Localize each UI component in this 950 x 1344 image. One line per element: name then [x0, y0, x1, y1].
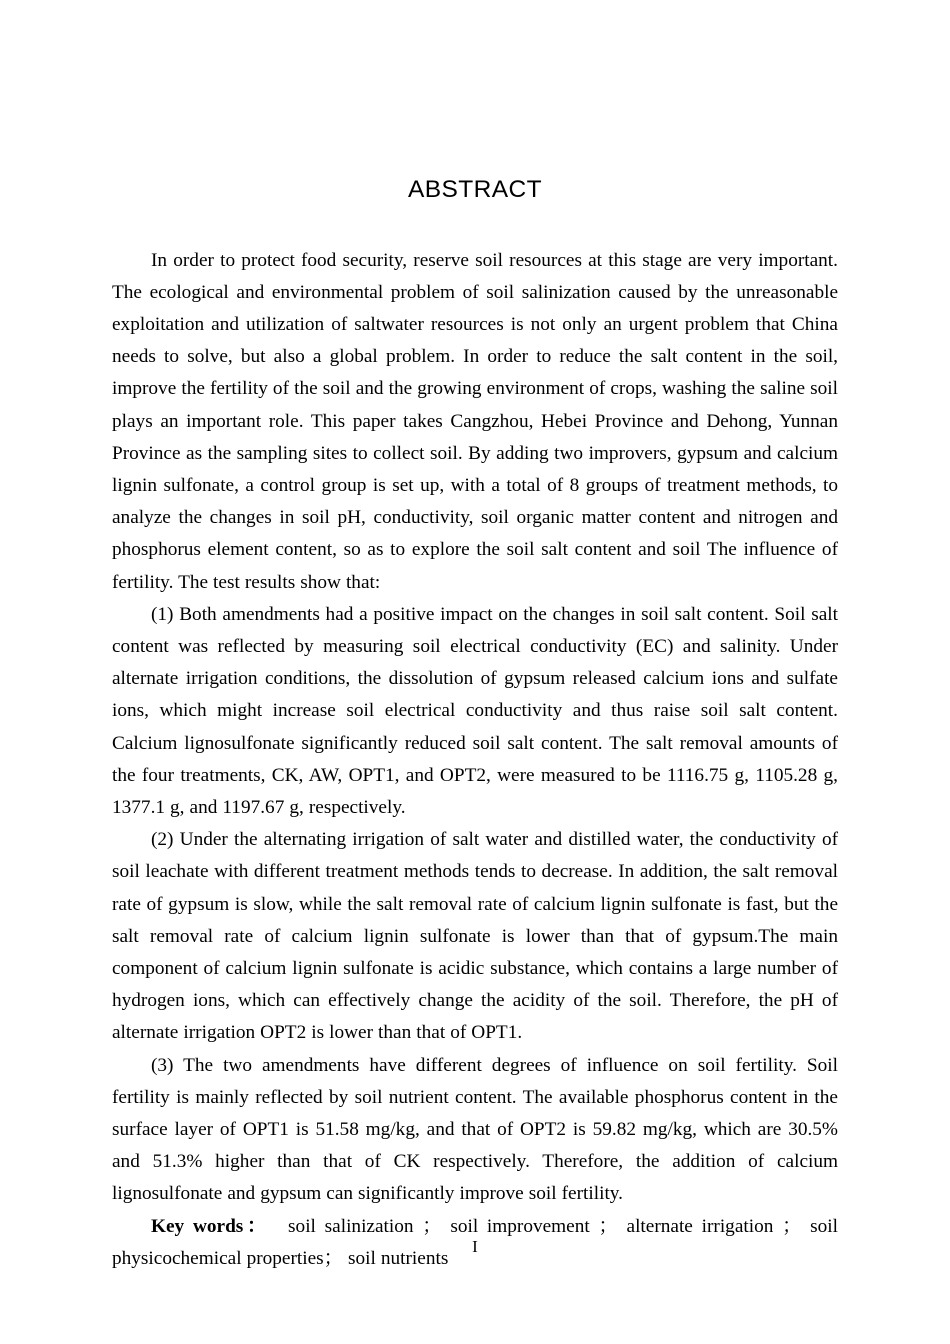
paragraph-finding-1: (1) Both amendments had a positive impact on the changes in soil salt content. Soil salt content was reflected by measuring soil electrical conductivity (EC) and salinity. Under alternate irrigation conditions, the dissolution of gypsum released calcium ions and sulfate ions, which might increase soil electrical conductivity and thus raise soil salt content. Calcium lignosulfonate significantly reduced soil salt content. The salt removal amounts of the four treatments, CK, AW, OPT1, and OPT2, were measured to be 1116.75 g, 1105.28 g, 1377.1 g, and 1197.67 g, respectively. [112, 603, 838, 818]
abstract-body [112, 245, 838, 1276]
paragraph-intro: In order to protect food security, reserve soil resources at this stage are very important. The ecological and environmental problem of soil salinization caused by the unreasonable exploitation and utilization of saltwater resources is not only an urgent problem that China needs to solve, but also a global problem. In order to reduce the salt content in the soil, improve the fertility of the soil and the growing environment of crops, washing the saline soil plays an important role. This paper takes Cangzhou, Hebei Province and Dehong, Yunnan Province as the sampling sites to collect soil. By adding two improvers, gypsum and calcium lignin sulfonate, a control group is set up, with a total of 8 groups of treatment methods, to analyze the changes in soil pH, conductivity, soil organic matter content and nitrogen and phosphorus element content, so as to explore the soil salt content and soil The influence of fertility. The test results show that: [112, 249, 838, 593]
page-number: I [472, 1237, 478, 1256]
paragraph-finding-3: (3) The two amendments have different degrees of influence on soil fertility. Soil fertility is mainly reflected by soil nutrient content. The available phosphorus content in the surface layer of OPT1 is 51.58 mg/kg, and that of OPT2 is 59.82 mg/kg, which are 30.5% and 51.3% higher than that of CK respectively. Therefore, the addition of calcium lignosulfonate and gypsum can significantly improve soil fertility. [112, 1054, 838, 1205]
keywords-list: soil salinization ； soil improvement ； alternate irrigation ； soil physicochemical properties； soil nutrients [112, 1215, 839, 1269]
keywords-label: Key words [151, 1215, 244, 1237]
page-title: ABSTRACT [408, 176, 542, 203]
keywords-colon: ： [243, 1215, 271, 1237]
paragraph-finding-2: (2) Under the alternating irrigation of salt water and distilled water, the conductivity of soil leachate with different treatment methods tends to decrease. In addition, the salt removal rate of gypsum is slow, while the salt removal rate of calcium lignin sulfonate is fast, but the salt removal rate of calcium lignin sulfonate is lower than that of gypsum.The main component of calcium lignin sulfonate is acidic substance, which contains a large number of hydrogen ions, which can effectively change the acidity of the soil. Therefore, the pH of alternate irrigation OPT2 is lower than that of OPT1. [112, 829, 838, 1044]
